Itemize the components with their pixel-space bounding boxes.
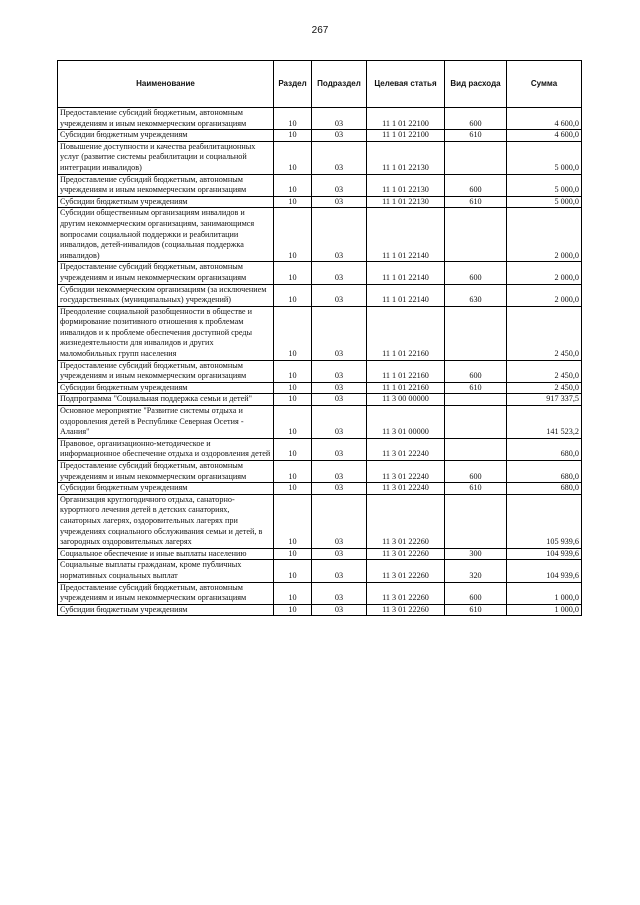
- cell-sum: [507, 461, 582, 483]
- cell-subsection-text: 03: [334, 449, 344, 459]
- cell-name-text: Предоставление субсидий бюджетным, автономным учреждениям и иным некоммерческим организациям: [60, 262, 247, 282]
- cell-target-article-text: 11 1 01 22130: [382, 162, 429, 172]
- cell-subsection-text: 03: [334, 349, 344, 359]
- cell-target-article: [367, 548, 445, 560]
- cell-section-text: 10: [288, 382, 297, 392]
- cell-name: [58, 461, 274, 483]
- cell-name-text: Преодоление социальной разобщенности в обществе и формирование позитивного отношения к проблемам инвалидов и к проблеме обеспечения доступной среды жизнедеятельности для инвалидов и других маломобильных групп населения: [60, 306, 253, 359]
- cell-section: [274, 406, 312, 439]
- cell-section: [274, 382, 312, 394]
- cell-name-text: Субсидии бюджетным учреждениям: [60, 483, 188, 493]
- cell-name-text: Подпрограмма "Социальная поддержка семьи и детей": [60, 394, 252, 404]
- cell-subsection-text: 03: [334, 162, 344, 172]
- cell-target-article: [367, 130, 445, 142]
- cell-section-text: 10: [288, 118, 297, 128]
- table-header-row: [58, 61, 582, 108]
- cell-subsection: [312, 494, 367, 548]
- cell-subsection-text: 03: [334, 130, 344, 140]
- cell-target-article: [367, 461, 445, 483]
- cell-name: [58, 196, 274, 208]
- table-row: [58, 108, 582, 130]
- cell-subsection-text: 03: [334, 196, 344, 206]
- cell-sum-text: 2 000,0: [554, 295, 579, 305]
- header-section: Раздел: [274, 61, 312, 108]
- cell-section: [274, 196, 312, 208]
- cell-target-article-text: 11 1 01 22160: [382, 382, 429, 392]
- cell-subsection: [312, 394, 367, 406]
- cell-name: [58, 438, 274, 460]
- cell-name-text: Повышение доступности и качества реабилитационных услуг (развитие системы реабилитации и социальной интеграции инвалидов): [60, 141, 256, 172]
- cell-sum: [507, 141, 582, 174]
- cell-name: [58, 208, 274, 262]
- cell-subsection: [312, 196, 367, 208]
- cell-target-article: [367, 494, 445, 548]
- cell-name-text: Правовое, организационно-методическое и информационное обеспечение отдыха и оздоровления детей: [60, 438, 271, 459]
- cell-subsection: [312, 483, 367, 495]
- cell-section-text: 10: [288, 394, 297, 404]
- cell-expense-type: [445, 406, 507, 439]
- cell-subsection: [312, 130, 367, 142]
- cell-name-text: Субсидии бюджетным учреждениям: [60, 130, 188, 140]
- cell-sum-text: 1 000,0: [554, 593, 579, 603]
- table-row: [58, 382, 582, 394]
- cell-expense-type-text: 600: [469, 272, 482, 282]
- cell-section: [274, 306, 312, 360]
- cell-subsection: [312, 406, 367, 439]
- cell-section: [274, 461, 312, 483]
- cell-section: [274, 174, 312, 196]
- cell-expense-type: [445, 494, 507, 548]
- cell-name: [58, 284, 274, 306]
- header-subsection: Подраздел: [312, 61, 367, 108]
- cell-section: [274, 141, 312, 174]
- cell-sum: [507, 130, 582, 142]
- cell-target-article: [367, 306, 445, 360]
- cell-sum: [507, 438, 582, 460]
- cell-target-article-text: 11 3 01 22260: [382, 593, 429, 603]
- cell-name: [58, 141, 274, 174]
- cell-subsection: [312, 461, 367, 483]
- cell-expense-type: [445, 360, 507, 382]
- cell-subsection-text: 03: [334, 118, 344, 128]
- cell-target-article: [367, 406, 445, 439]
- cell-target-article: [367, 196, 445, 208]
- cell-section-text: 10: [288, 196, 297, 206]
- cell-subsection-text: 03: [334, 570, 344, 580]
- cell-section-text: 10: [288, 371, 297, 381]
- cell-target-article: [367, 208, 445, 262]
- cell-name: [58, 604, 274, 616]
- cell-subsection-text: 03: [334, 471, 344, 481]
- cell-sum: [507, 604, 582, 616]
- cell-target-article: [367, 582, 445, 604]
- cell-sum-text: 141 523,2: [546, 427, 579, 437]
- cell-sum: [507, 494, 582, 548]
- cell-name: [58, 382, 274, 394]
- cell-sum-text: 2 450,0: [554, 371, 579, 381]
- cell-subsection: [312, 560, 367, 582]
- table-row: [58, 582, 582, 604]
- cell-expense-type-text: 610: [469, 196, 482, 206]
- cell-subsection-text: 03: [334, 250, 344, 260]
- table-row: [58, 494, 582, 548]
- cell-sum: [507, 382, 582, 394]
- cell-sum-text: 5 000,0: [554, 196, 579, 206]
- cell-name: [58, 262, 274, 284]
- cell-sum-text: 680,0: [560, 483, 579, 493]
- cell-name-text: Предоставление субсидий бюджетным, автономным учреждениям и иным некоммерческим организациям: [60, 108, 247, 128]
- cell-expense-type: [445, 382, 507, 394]
- cell-target-article-text: 11 3 01 22260: [382, 537, 429, 547]
- cell-name-text: Предоставление субсидий бюджетным, автономным учреждениям и иным некоммерческим организациям: [60, 360, 247, 381]
- cell-target-article-text: 11 3 01 22240: [382, 449, 429, 459]
- cell-expense-type-text: 610: [469, 130, 482, 140]
- cell-subsection: [312, 360, 367, 382]
- cell-name: [58, 394, 274, 406]
- cell-target-article-text: 11 3 01 00000: [382, 427, 429, 437]
- cell-subsection-text: 03: [334, 427, 344, 437]
- cell-section: [274, 438, 312, 460]
- table-row: [58, 208, 582, 262]
- cell-expense-type: [445, 582, 507, 604]
- cell-expense-type: [445, 560, 507, 582]
- cell-sum: [507, 394, 582, 406]
- cell-name-text: Организация круглогодичного отдыха, санаторно-курортного лечения детей в детских санаториях, санаторных лагерях, оздоровительных лагерях при учреждениях социального обслуживания семьи и детей, в загородных оздоровительных лагерях: [60, 494, 263, 547]
- cell-subsection-text: 03: [334, 593, 344, 603]
- header-target-article: Целевая статья: [367, 61, 445, 108]
- cell-name-text: Субсидии бюджетным учреждениям: [60, 604, 188, 614]
- cell-sum: [507, 360, 582, 382]
- cell-section: [274, 548, 312, 560]
- cell-target-article-text: 11 1 01 22140: [382, 272, 429, 282]
- cell-sum-text: 2 450,0: [554, 382, 579, 392]
- cell-expense-type: [445, 394, 507, 406]
- cell-section: [274, 262, 312, 284]
- cell-expense-type: [445, 306, 507, 360]
- cell-sum: [507, 208, 582, 262]
- cell-sum: [507, 406, 582, 439]
- table-row: [58, 604, 582, 616]
- cell-target-article-text: 11 3 00 00000: [382, 394, 429, 404]
- cell-subsection: [312, 208, 367, 262]
- cell-expense-type: [445, 461, 507, 483]
- cell-name: [58, 306, 274, 360]
- cell-subsection: [312, 604, 367, 616]
- cell-section: [274, 394, 312, 406]
- cell-section-text: 10: [288, 185, 297, 195]
- cell-expense-type: [445, 262, 507, 284]
- cell-sum: [507, 306, 582, 360]
- cell-target-article: [367, 360, 445, 382]
- cell-target-article-text: 11 1 01 22130: [382, 185, 429, 195]
- cell-expense-type-text: 630: [469, 295, 482, 305]
- cell-expense-type-text: 300: [469, 548, 482, 558]
- cell-section: [274, 582, 312, 604]
- cell-sum-text: 5 000,0: [554, 185, 579, 195]
- cell-section-text: 10: [288, 483, 297, 493]
- cell-sum-text: 917 337,5: [546, 394, 579, 404]
- cell-target-article: [367, 284, 445, 306]
- cell-sum: [507, 582, 582, 604]
- table-row: [58, 548, 582, 560]
- table-row: [58, 174, 582, 196]
- cell-subsection: [312, 284, 367, 306]
- cell-section: [274, 130, 312, 142]
- cell-section-text: 10: [288, 604, 297, 614]
- cell-expense-type-text: 600: [469, 185, 482, 195]
- cell-section-text: 10: [288, 130, 297, 140]
- cell-target-article: [367, 174, 445, 196]
- cell-subsection: [312, 306, 367, 360]
- cell-sum: [507, 483, 582, 495]
- cell-expense-type-text: 610: [469, 604, 482, 614]
- cell-target-article: [367, 560, 445, 582]
- cell-subsection: [312, 582, 367, 604]
- table-row: [58, 306, 582, 360]
- cell-target-article: [367, 108, 445, 130]
- table-row: [58, 262, 582, 284]
- cell-expense-type-text: 600: [469, 593, 482, 603]
- cell-section: [274, 360, 312, 382]
- cell-name: [58, 483, 274, 495]
- cell-name-text: Предоставление субсидий бюджетным, автономным учреждениям и иным некоммерческим организациям: [60, 461, 247, 481]
- cell-expense-type: [445, 141, 507, 174]
- cell-target-article-text: 11 3 01 22240: [382, 483, 429, 493]
- cell-section-text: 10: [288, 427, 297, 437]
- cell-subsection-text: 03: [334, 604, 344, 614]
- cell-expense-type: [445, 483, 507, 495]
- cell-subsection-text: 03: [334, 272, 344, 282]
- cell-section-text: 10: [288, 295, 297, 305]
- cell-sum-text: 2 450,0: [554, 349, 579, 359]
- cell-section-text: 10: [288, 272, 297, 282]
- cell-section: [274, 284, 312, 306]
- cell-target-article-text: 11 3 01 22260: [382, 570, 429, 580]
- cell-name-text: Предоставление субсидий бюджетным, автономным учреждениям и иным некоммерческим организациям: [60, 582, 247, 603]
- cell-sum-text: 4 600,0: [554, 130, 579, 140]
- cell-sum-text: 5 000,0: [554, 162, 579, 172]
- cell-subsection-text: 03: [334, 483, 344, 493]
- cell-name-text: Субсидии некоммерческим организациям (за исключением государственных (муниципальных) учреждений): [60, 284, 267, 305]
- cell-section: [274, 108, 312, 130]
- cell-section-text: 10: [288, 449, 297, 459]
- cell-sum: [507, 284, 582, 306]
- cell-sum-text: 680,0: [560, 471, 579, 481]
- cell-target-article: [367, 382, 445, 394]
- cell-expense-type: [445, 208, 507, 262]
- cell-name-text: Субсидии бюджетным учреждениям: [60, 382, 188, 392]
- cell-target-article: [367, 394, 445, 406]
- cell-section-text: 10: [288, 349, 297, 359]
- cell-subsection-text: 03: [334, 394, 344, 404]
- cell-sum-text: 2 000,0: [554, 250, 579, 260]
- cell-subsection: [312, 548, 367, 560]
- cell-sum-text: 104 939,6: [546, 570, 579, 580]
- cell-subsection-text: 03: [334, 185, 344, 195]
- table-row: [58, 438, 582, 460]
- cell-target-article-text: 11 1 01 22140: [382, 250, 429, 260]
- cell-sum-text: 2 000,0: [554, 272, 579, 282]
- cell-name: [58, 494, 274, 548]
- cell-expense-type: [445, 196, 507, 208]
- cell-name: [58, 108, 274, 130]
- cell-name-text: Предоставление субсидий бюджетным, автономным учреждениям и иным некоммерческим организациям: [60, 174, 247, 195]
- budget-table: [57, 60, 582, 616]
- cell-expense-type-text: 600: [469, 118, 482, 128]
- cell-section-text: 10: [288, 250, 297, 260]
- table-row: [58, 461, 582, 483]
- cell-name: [58, 560, 274, 582]
- table-row: [58, 196, 582, 208]
- table-row: [58, 560, 582, 582]
- cell-expense-type-text: 610: [469, 483, 482, 493]
- cell-sum: [507, 174, 582, 196]
- cell-sum-text: 105 939,6: [546, 537, 579, 547]
- cell-name: [58, 130, 274, 142]
- cell-sum: [507, 196, 582, 208]
- cell-target-article-text: 11 1 01 22140: [382, 295, 429, 305]
- table-row: [58, 360, 582, 382]
- cell-name: [58, 548, 274, 560]
- cell-section-text: 10: [288, 570, 297, 580]
- cell-target-article-text: 11 1 01 22100: [382, 130, 429, 140]
- cell-expense-type-text: 600: [469, 471, 482, 481]
- cell-name-text: Субсидии бюджетным учреждениям: [60, 196, 188, 206]
- cell-subsection: [312, 262, 367, 284]
- cell-name: [58, 174, 274, 196]
- cell-target-article: [367, 483, 445, 495]
- cell-expense-type: [445, 174, 507, 196]
- table-row: [58, 130, 582, 142]
- cell-name: [58, 582, 274, 604]
- cell-expense-type: [445, 438, 507, 460]
- cell-name-text: Основное мероприятие "Развитие системы отдыха и оздоровления детей в Республике Северная Осетия - Алания": [60, 406, 244, 437]
- cell-subsection: [312, 438, 367, 460]
- header-name: Наименование: [58, 61, 274, 108]
- cell-sum: [507, 548, 582, 560]
- cell-subsection-text: 03: [334, 382, 344, 392]
- cell-subsection-text: 03: [334, 295, 344, 305]
- cell-target-article-text: 11 3 01 22240: [382, 471, 429, 481]
- cell-subsection-text: 03: [334, 548, 344, 558]
- cell-sum-text: 104 939,6: [546, 548, 579, 558]
- cell-target-article: [367, 438, 445, 460]
- cell-section: [274, 483, 312, 495]
- cell-name: [58, 360, 274, 382]
- cell-expense-type: [445, 108, 507, 130]
- cell-section-text: 10: [288, 593, 297, 603]
- cell-target-article-text: 11 3 01 22260: [382, 548, 429, 558]
- cell-target-article: [367, 262, 445, 284]
- cell-target-article: [367, 604, 445, 616]
- cell-section-text: 10: [288, 548, 297, 558]
- table-row: [58, 406, 582, 439]
- cell-target-article: [367, 141, 445, 174]
- table-row: [58, 284, 582, 306]
- cell-expense-type: [445, 130, 507, 142]
- cell-name-text: Социальные выплаты гражданам, кроме публичных нормативных социальных выплат: [60, 560, 242, 580]
- page-number: 267: [311, 25, 329, 36]
- cell-section: [274, 494, 312, 548]
- cell-section: [274, 208, 312, 262]
- cell-sum-text: 1 000,0: [554, 604, 579, 614]
- cell-subsection: [312, 174, 367, 196]
- cell-name-text: Субсидии общественным организациям инвалидов и другим некоммерческим организациям, занимающимся вопросами социальной поддержки и реабилитации инвалидов, детей-инвалидов (социальная поддержка инвалидов): [60, 208, 255, 260]
- cell-target-article-text: 11 1 01 22160: [382, 371, 429, 381]
- cell-name-text: Социальное обеспечение и иные выплаты населению: [60, 548, 247, 558]
- cell-sum: [507, 108, 582, 130]
- cell-expense-type-text: 320: [469, 570, 482, 580]
- cell-sum-text: 680,0: [560, 449, 579, 459]
- cell-section: [274, 560, 312, 582]
- cell-subsection-text: 03: [334, 371, 344, 381]
- cell-sum-text: 4 600,0: [554, 118, 579, 128]
- cell-subsection: [312, 382, 367, 394]
- cell-expense-type-text: 600: [469, 371, 482, 381]
- table-row: [58, 483, 582, 495]
- cell-expense-type: [445, 548, 507, 560]
- cell-subsection: [312, 141, 367, 174]
- cell-section-text: 10: [288, 162, 297, 172]
- table-row: [58, 394, 582, 406]
- cell-target-article-text: 11 1 01 22130: [382, 196, 429, 206]
- cell-section-text: 10: [288, 537, 297, 547]
- cell-name: [58, 406, 274, 439]
- cell-subsection: [312, 108, 367, 130]
- cell-sum: [507, 560, 582, 582]
- cell-target-article-text: 11 3 01 22260: [382, 604, 429, 614]
- cell-target-article-text: 11 1 01 22100: [382, 118, 429, 128]
- cell-expense-type: [445, 284, 507, 306]
- cell-sum: [507, 262, 582, 284]
- table-row: [58, 141, 582, 174]
- cell-expense-type: [445, 604, 507, 616]
- cell-target-article-text: 11 1 01 22160: [382, 349, 429, 359]
- header-expense-type: Вид расхода: [445, 61, 507, 108]
- cell-section: [274, 604, 312, 616]
- cell-expense-type-text: 610: [469, 382, 482, 392]
- cell-section-text: 10: [288, 471, 297, 481]
- cell-subsection-text: 03: [334, 537, 344, 547]
- header-sum: Сумма: [507, 61, 582, 108]
